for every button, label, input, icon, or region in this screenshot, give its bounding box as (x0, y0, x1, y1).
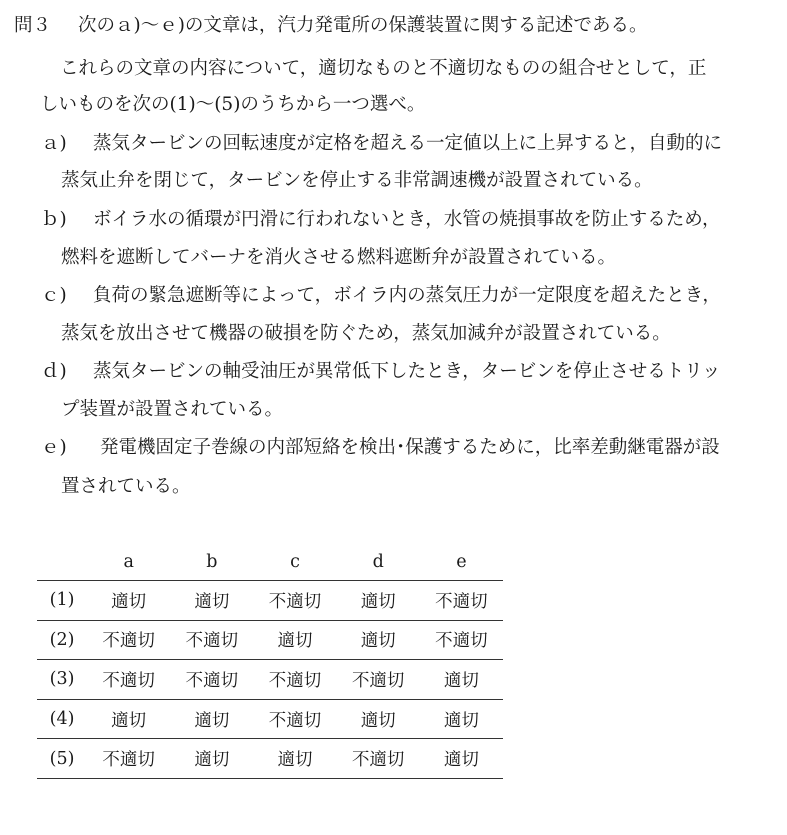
table-cell: 不適切 (87, 660, 170, 700)
table-row (37, 699, 503, 739)
table-cell: 適切 (337, 620, 420, 660)
table-cell: 適切 (337, 581, 420, 621)
choice-number: (1) (37, 581, 87, 621)
table-row (37, 581, 503, 621)
table-cell: 不適切 (420, 581, 503, 621)
header-cell-blank (37, 544, 87, 581)
item-b-text-line-1: ボイラ水の循環が円滑に行われないとき，水管の焼損事故を防止するため， (93, 209, 721, 230)
table-cell: 不適切 (170, 660, 253, 700)
question-header (14, 17, 647, 36)
table-cell: 不適切 (170, 620, 253, 660)
table-cell: 不適切 (253, 660, 336, 700)
question-intro-line-1: これらの文章の内容について，適切なものと不適切なものの組合せとして，正 (60, 58, 707, 79)
header-cell-d: d (337, 544, 420, 581)
choice-number: (5) (37, 739, 87, 779)
header-cell-b: b (170, 544, 253, 581)
item-b-label: ｂ) (41, 209, 67, 230)
item-d-text-line-1: 蒸気タービンの軸受油圧が異常低下したとき，タービンを停止させるトリッ (93, 361, 721, 382)
table-cell: 適切 (170, 699, 253, 739)
table-cell: 適切 (87, 699, 170, 739)
table-row (37, 620, 503, 660)
table-cell: 適切 (337, 699, 420, 739)
choice-number: (4) (37, 699, 87, 739)
table-cell: 適切 (420, 699, 503, 739)
table-cell: 適切 (170, 739, 253, 779)
table-cell: 適切 (420, 739, 503, 779)
table-cell: 不適切 (87, 620, 170, 660)
item-e-text-line-1: 発電機固定子巻線の内部短絡を検出･保護するために，比率差動継電器が設 (100, 437, 720, 458)
table-header-row (37, 544, 503, 581)
table-cell: 適切 (253, 739, 336, 779)
item-d-text-line-2: プ装置が設置されている。 (61, 399, 284, 420)
item-a-text-line-1: 蒸気タービンの回転速度が定格を超える一定値以上に上昇すると，自動的に (93, 133, 723, 154)
item-e-text-line-2: 置されている。 (61, 476, 191, 497)
table-cell: 不適切 (420, 620, 503, 660)
choice-number: (3) (37, 660, 87, 700)
item-e-label: ｅ) (41, 437, 67, 458)
item-c-text-line-1: 負荷の緊急遮断等によって，ボイラ内の蒸気圧力が一定限度を超えたとき， (93, 285, 721, 306)
item-a-label: ａ) (41, 133, 67, 154)
table-cell: 適切 (170, 581, 253, 621)
table-cell: 適切 (253, 620, 336, 660)
table-cell: 不適切 (337, 739, 420, 779)
answer-table (37, 544, 503, 779)
table-cell: 不適切 (253, 699, 336, 739)
question-title: 次のａ)～ｅ)の文章は，汽力発電所の保護装置に関する記述である。 (78, 15, 648, 36)
item-b-text-line-2: 燃料を遮断してバーナを消火させる燃料遮断弁が設置されている。 (61, 247, 617, 268)
header-cell-a: a (87, 544, 170, 581)
item-a-text-line-2: 蒸気止弁を閉じて，タービンを停止する非常調速機が設置されている。 (61, 170, 653, 191)
item-c-label: ｃ) (41, 285, 67, 306)
table-cell: 不適切 (253, 581, 336, 621)
item-c-text-line-2: 蒸気を放出させて機器の破損を防ぐため，蒸気加減弁が設置されている。 (61, 323, 671, 344)
header-cell-e: e (420, 544, 503, 581)
table-cell: 適切 (420, 660, 503, 700)
question-intro-line-2: しいものを次の(1)～(5)のうちから一つ選べ。 (40, 94, 426, 115)
choice-number: (2) (37, 620, 87, 660)
item-d-label: ｄ) (41, 361, 67, 382)
table-cell: 適切 (87, 581, 170, 621)
question-number: 問３ (14, 15, 52, 36)
table-cell: 不適切 (337, 660, 420, 700)
table-row (37, 739, 503, 779)
header-cell-c: c (253, 544, 336, 581)
table-row (37, 660, 503, 700)
table-cell: 不適切 (87, 739, 170, 779)
